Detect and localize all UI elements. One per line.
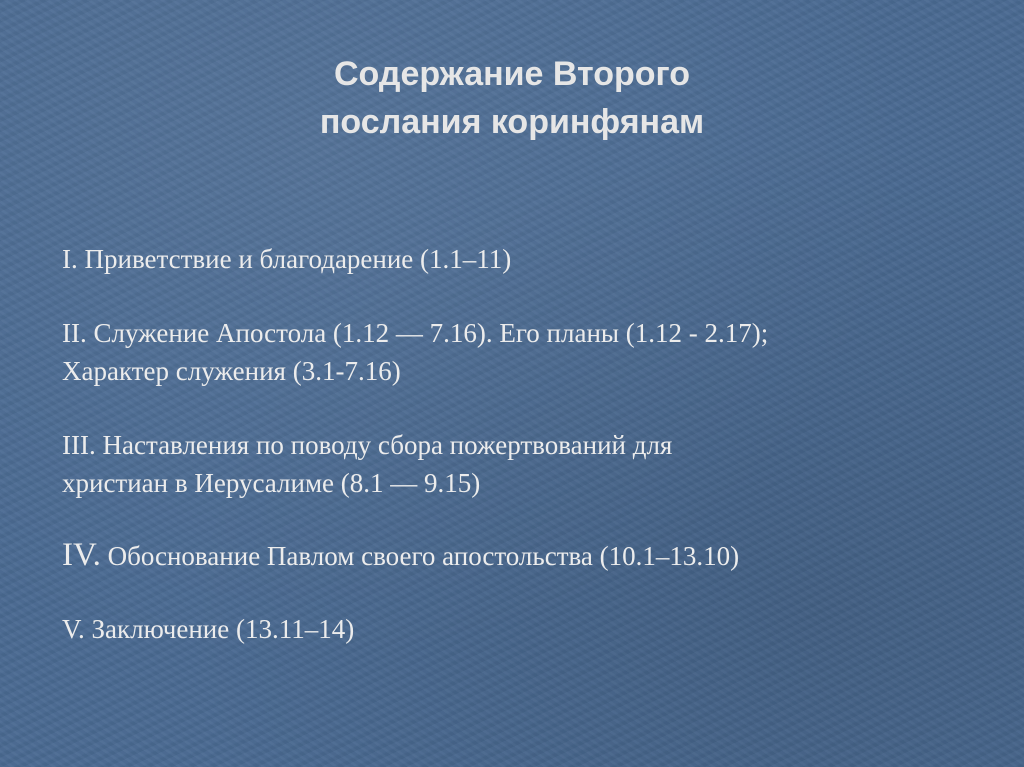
item-text: II. Служение Апостола (1.12 — 7.16). Его планы (1.12 - 2.17); <box>62 318 769 348</box>
item-text: Обоснование Павлом своего апостольства (10.1–13.10) <box>100 541 740 571</box>
title-line-1: Содержание Второго <box>333 55 690 93</box>
list-item <box>62 426 672 502</box>
list-item <box>62 610 354 648</box>
title-line-2: послания коринфянам <box>319 103 705 141</box>
item-numeral: IV. <box>62 537 101 573</box>
item-text: III. Наставления по поводу сбора пожертвований для <box>62 430 673 460</box>
list-item <box>62 240 511 278</box>
list-item <box>62 314 768 390</box>
list-item <box>62 536 739 575</box>
item-text: христиан в Иерусалиме (8.1 — 9.15) <box>62 468 481 498</box>
slide-title <box>0 50 1024 146</box>
item-text: Характер служения (3.1-7.16) <box>62 356 401 386</box>
item-text: I. Приветствие и благодарение (1.1–11) <box>62 244 512 274</box>
item-text: V. Заключение (13.11–14) <box>62 614 355 644</box>
